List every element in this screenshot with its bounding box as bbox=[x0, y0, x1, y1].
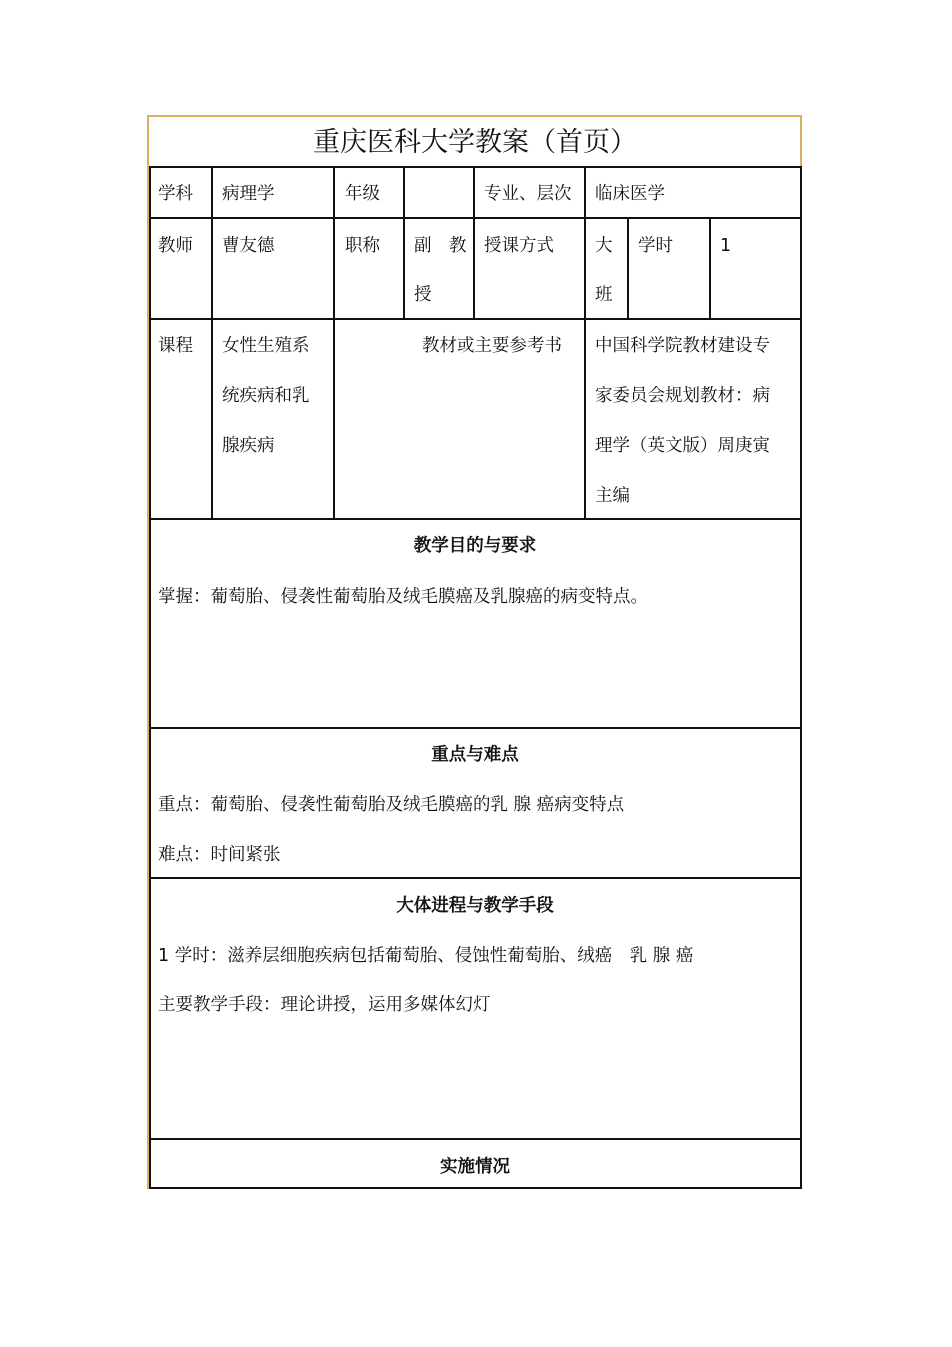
objectives-heading: 教学目的与要求 bbox=[413, 536, 537, 556]
course-label: 课程 bbox=[158, 336, 193, 356]
divider bbox=[709, 217, 711, 319]
course-value-line: 统疾病和乳 bbox=[222, 386, 310, 406]
objectives-text: 掌握：葡萄胎、侵袭性葡萄胎及绒毛膜癌及乳腺癌的病变特点。 bbox=[158, 587, 648, 607]
subject-value: 病理学 bbox=[222, 184, 275, 204]
implementation-heading: 实施情况 bbox=[440, 1157, 510, 1177]
grade-label: 年级 bbox=[345, 184, 380, 204]
method-value-line2: 班 bbox=[595, 285, 613, 305]
divider bbox=[149, 166, 151, 1189]
key-points-heading: 重点与难点 bbox=[431, 745, 519, 765]
hours-value: 1 bbox=[720, 236, 732, 256]
major-value: 临床医学 bbox=[595, 184, 665, 204]
difficulty-label: 难点： bbox=[158, 845, 211, 865]
divider bbox=[149, 166, 801, 168]
key-points-difficulty bbox=[158, 845, 281, 865]
divider bbox=[473, 166, 475, 319]
rank-label: 职称 bbox=[345, 236, 380, 256]
teacher-label: 教师 bbox=[158, 236, 193, 256]
rank-value-line1: 副 教 bbox=[414, 236, 467, 256]
divider bbox=[403, 166, 405, 319]
major-label: 专业、层次 bbox=[484, 184, 572, 204]
key-points-key: 重点：葡萄胎、侵袭性葡萄胎及绒毛膜癌的乳 腺 癌病变特点 bbox=[158, 795, 625, 815]
page-title: 重庆医科大学教案（首页） bbox=[313, 127, 637, 158]
divider bbox=[211, 166, 213, 520]
divider bbox=[333, 166, 335, 520]
progress-heading: 大体进程与教学手段 bbox=[396, 896, 554, 916]
subject-label: 学科 bbox=[158, 184, 193, 204]
progress-line2: 主要教学手段：理论讲授，运用多媒体幻灯 bbox=[158, 995, 491, 1015]
textbook-label: 教材或主要参考书 bbox=[422, 336, 562, 356]
textbook-value-line: 理学（英文版）周庚寅 bbox=[595, 436, 770, 456]
hours-label: 学时 bbox=[638, 236, 673, 256]
progress-line1: 1 学时：滋养层细胞疾病包括葡萄胎、侵蚀性葡萄胎、绒癌 乳 腺 癌 bbox=[158, 946, 694, 966]
divider bbox=[149, 518, 801, 520]
difficulty-value: 时间紧张 bbox=[210, 845, 281, 865]
divider bbox=[149, 217, 801, 219]
divider bbox=[149, 318, 801, 320]
course-value-line: 女性生殖系 bbox=[222, 336, 310, 356]
divider bbox=[149, 877, 801, 879]
rank-value-line2: 授 bbox=[414, 285, 432, 305]
textbook-value-line: 中国科学院教材建设专 bbox=[595, 336, 770, 356]
teacher-value: 曹友德 bbox=[222, 236, 275, 256]
method-label: 授课方式 bbox=[484, 236, 554, 256]
divider bbox=[627, 217, 629, 319]
textbook-value-line: 主编 bbox=[595, 486, 630, 506]
divider bbox=[149, 1138, 801, 1140]
divider bbox=[149, 1187, 801, 1189]
method-value-line1: 大 bbox=[595, 236, 613, 256]
divider bbox=[800, 166, 802, 1189]
textbook-value-line: 家委员会规划教材：病 bbox=[595, 386, 770, 406]
divider bbox=[584, 166, 586, 520]
course-value-line: 腺疾病 bbox=[222, 436, 275, 456]
divider bbox=[149, 727, 801, 729]
